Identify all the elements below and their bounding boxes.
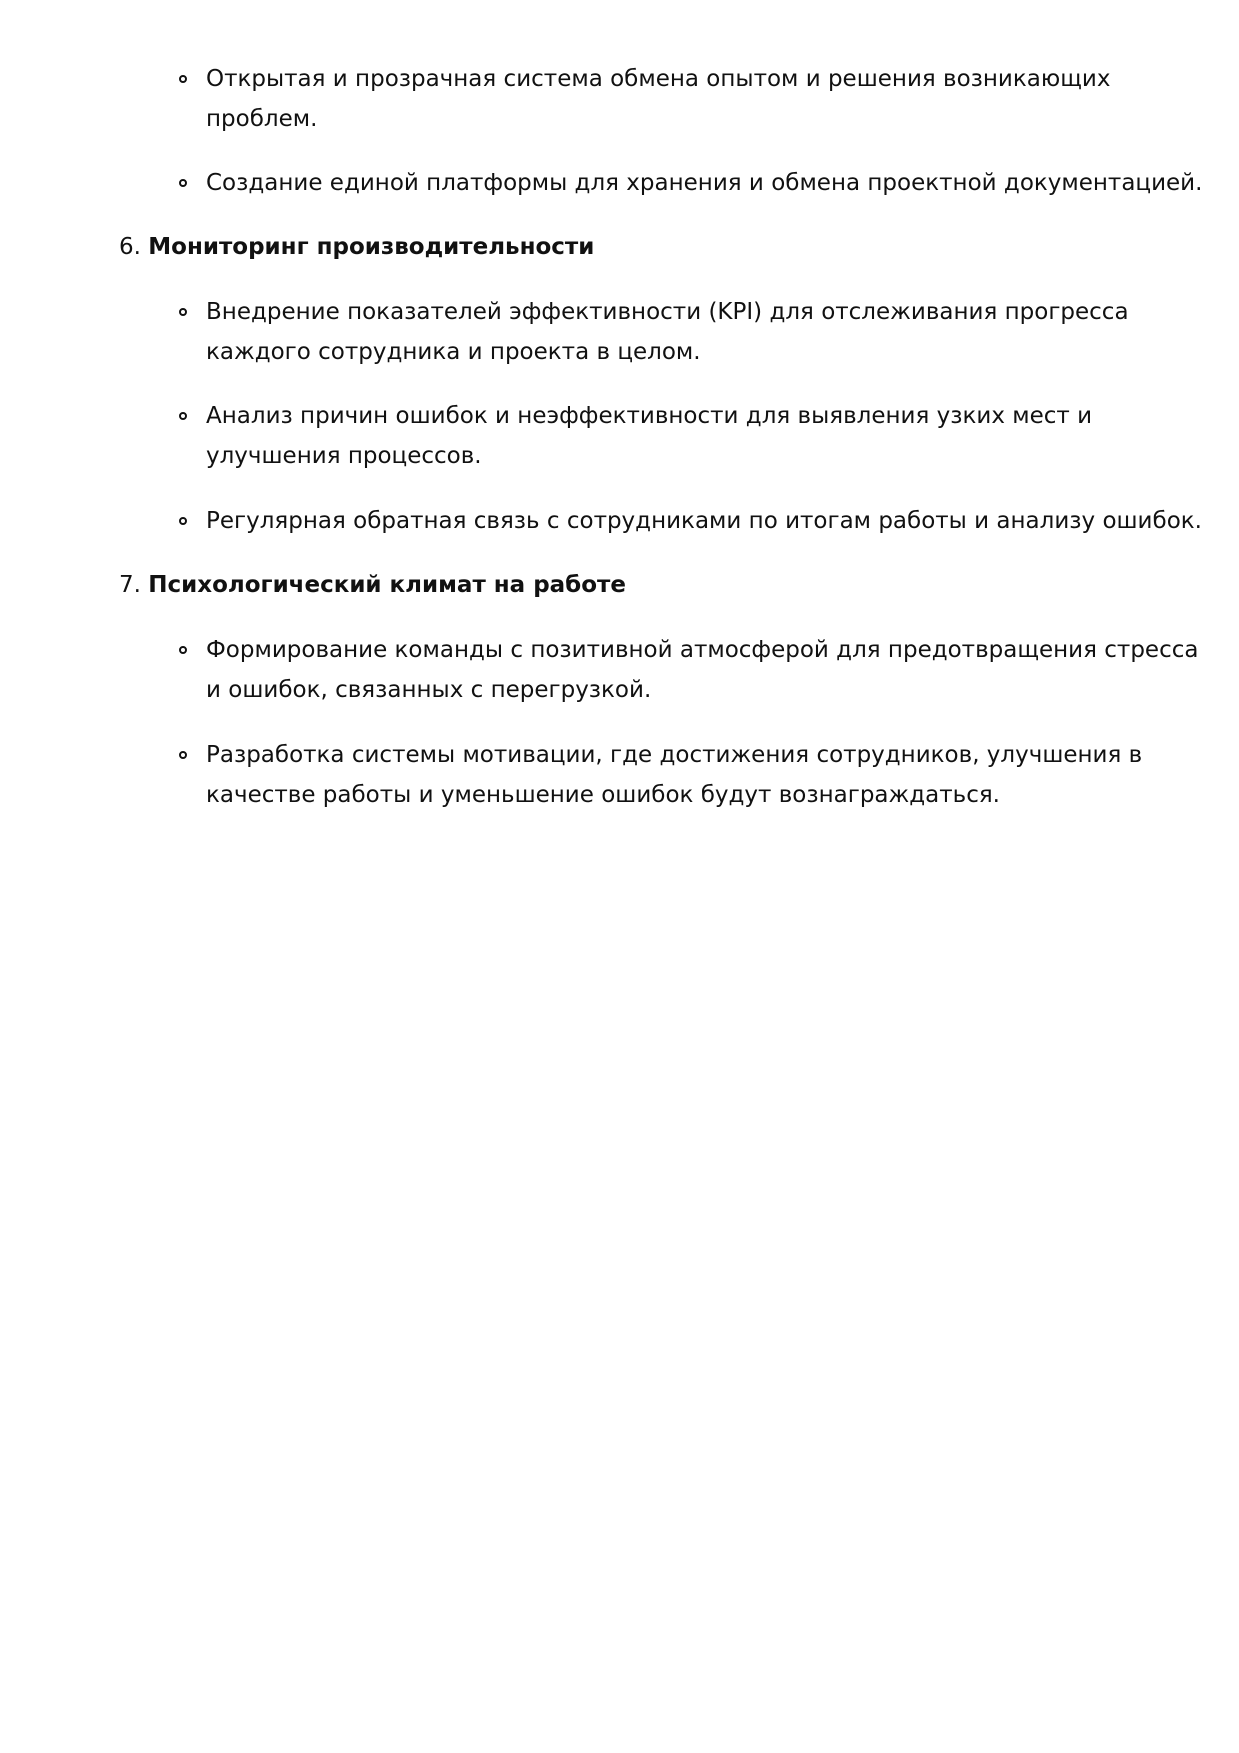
list-item (206, 163, 1203, 203)
list-item-text: проблем. (206, 106, 318, 132)
section-number: 6. (119, 234, 141, 260)
section-number: 7. (119, 572, 141, 598)
list-item-text: и ошибок, связанных с перегрузкой. (206, 677, 652, 703)
bullet-circle-icon (179, 646, 187, 654)
bullet-circle-icon (179, 75, 187, 83)
list-item-text: Разработка системы мотивации, где достижения сотрудников, улучшения в (206, 742, 1143, 768)
bullet-circle-icon (179, 308, 187, 316)
list-item (206, 735, 1166, 815)
list-item-text: улучшения процессов. (206, 443, 482, 469)
bullet-circle-icon (179, 751, 187, 759)
list-item-text: Открытая и прозрачная система обмена опытом и решения возникающих (206, 66, 1111, 92)
section-heading (119, 227, 594, 267)
section-title: Психологический климат на работе (148, 572, 626, 598)
list-item-text: Создание единой платформы для хранения и обмена проектной документацией. (206, 170, 1203, 196)
list-item (206, 501, 1202, 541)
section-title: Мониторинг производительности (148, 234, 595, 260)
list-item-text: Анализ причин ошибок и неэффективности для выявления узких мест и (206, 403, 1093, 429)
list-item (206, 292, 1166, 372)
bullet-circle-icon (179, 517, 187, 525)
list-item-text: качестве работы и уменьшение ошибок будут вознаграждаться. (206, 782, 1000, 808)
list-item-text: Регулярная обратная связь с сотрудниками по итогам работы и анализу ошибок. (206, 508, 1202, 534)
bullet-circle-icon (179, 412, 187, 420)
list-item-text: каждого сотрудника и проекта в целом. (206, 339, 701, 365)
list-item (206, 59, 1166, 139)
bullet-circle-icon (179, 179, 187, 187)
list-item (206, 396, 1166, 476)
section-heading (119, 565, 626, 605)
list-item (206, 630, 1199, 710)
list-item-text: Формирование команды с позитивной атмосферой для предотвращения стресса (206, 637, 1199, 663)
list-item-text: Внедрение показателей эффективности (KPI) для отслеживания прогресса (206, 299, 1129, 325)
